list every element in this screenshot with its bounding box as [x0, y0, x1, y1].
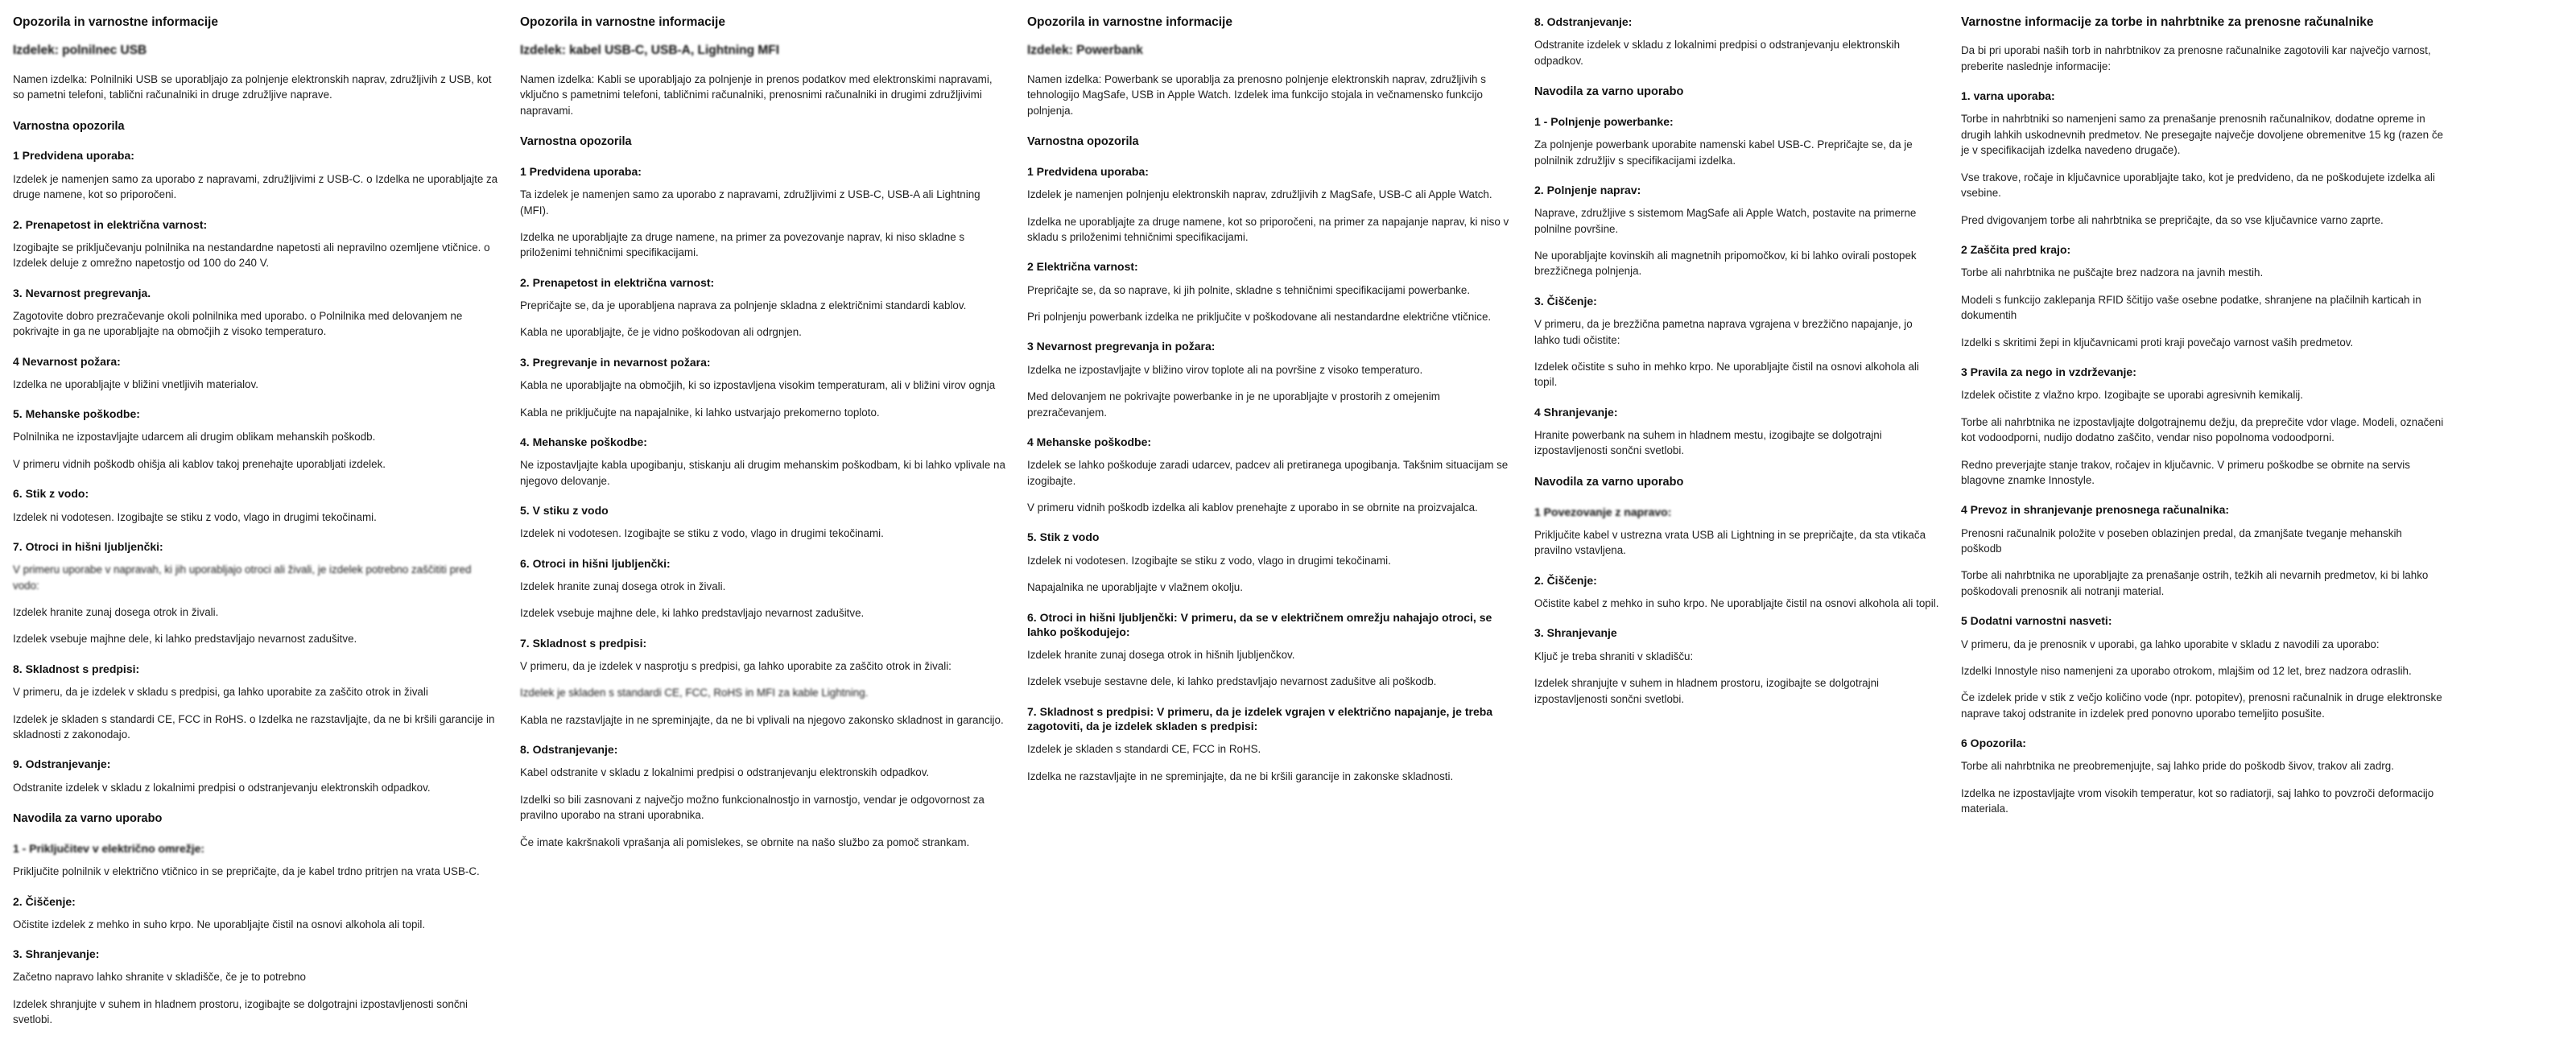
item-title-blurred: 1 - Priključitev v električno omrežje:	[13, 841, 205, 855]
paragraph: Izdelek vsebuje majhne dele, ki lahko predstavljajo nevarnost zadušitve.	[13, 633, 357, 646]
paragraph: Izdelek se lahko poškoduje zaradi udarcev, padcev ali pretiranega upogibanja. Takšnim situacijam se izogibajte.	[1027, 459, 1509, 487]
paragraph: Če imate kakršnakoli vprašanja ali pomislekes, se obrnite na našo službo za pomoč strankam.	[520, 836, 970, 848]
item-title: 8. Odstranjevanje:	[520, 743, 618, 757]
paragraph: Kabla ne priključujte na napajalnike, ki lahko ustvarjajo prekomerno toploto.	[520, 406, 880, 419]
item-title: 8. Odstranjevanje:	[1534, 15, 1633, 28]
item-title: 7. Skladnost s predpisi: V primeru, da je izdelek vgrajen v električno napajanje, je treba zagotoviti, da je izdelek skladen s predpisi:	[1027, 704, 1493, 732]
paragraph: Naprave, združljive s sistemom MagSafe ali Apple Watch, postavite na primerne polnilne površine.	[1534, 207, 1917, 235]
paragraph: Izdelek hranite zunaj dosega otrok in hišnih ljubljenčkov.	[1027, 648, 1295, 661]
paragraph: V primeru, da je prenosnik v uporabi, ga lahko uporabite v skladu z navodili za uporabo:	[1961, 638, 2380, 650]
item-title: 5. Mehanske poškodbe:	[13, 407, 140, 421]
paragraph: Kabla ne uporabljajte, če je vidno poškodovan ali odrgnjen.	[520, 326, 802, 339]
subsection-title: Varnostna opozorila	[520, 135, 632, 149]
paragraph: Izdelek hranite zunaj dosega otrok in živali.	[520, 580, 726, 592]
product-line: Izdelek: polnilnec USB	[13, 43, 147, 58]
paragraph: V primeru, da je izdelek v nasprotju s predpisi, ga lahko uporabite za zaščito otrok in živali:	[520, 659, 952, 672]
item-title: 4 Nevarnost požara:	[13, 354, 121, 368]
subsection-title: Navodila za varno uporabo	[13, 812, 163, 826]
paragraph: Pri polnjenju powerbank izdelka ne priključite v poškodovane ali nestandardne električne vtičnice.	[1027, 311, 1492, 324]
item-title: 5. V stiku z vodo	[520, 504, 609, 518]
item-title: 3. Shranjevanje:	[13, 947, 100, 961]
item-title: 4 Mehanske poškodbe:	[1027, 435, 1152, 448]
item-title: 9. Odstranjevanje:	[13, 757, 111, 771]
paragraph: Izdelek vsebuje sestavne dele, ki lahko predstavljajo nevarnost zadušitve ali poškodb.	[1027, 675, 1437, 688]
paragraph: Namen izdelka: Powerbank se uporablja za prenosno polnjenje elektronskih naprav, združljivih s tehnologijo MagSafe, USB in Apple Watch. Izdelek ima funkcijo stojala in večnamensko funkcijo polnjenja.	[1027, 72, 1486, 117]
product-line: Izdelek: kabel USB-C, USB-A, Lightning MFI	[520, 43, 780, 58]
column-powerbank-continued	[1534, 14, 1961, 707]
item-title: 6 Opozorila:	[1961, 737, 2026, 750]
paragraph: Izdelek očistite s suho in mehko krpo. Ne uporabljajte čistil na osnovi alkohola ali topil.	[1534, 360, 1919, 389]
paragraph: Redno preverjajte stanje trakov, ročajev in ključavnic. V primeru poškodbe se obrnite na servis blagovne znamke Innostyle.	[1961, 458, 2410, 486]
column-backpack	[1961, 14, 2444, 817]
paragraph: Izdelek je skladen s standardi CE, FCC in RoHS.	[1027, 743, 1261, 756]
paragraph: Polnilnika ne izpostavljajte udarcem ali drugim oblikam mehanskih poškodb.	[13, 431, 376, 444]
product-line: Izdelek: Powerbank	[1027, 43, 1143, 58]
paragraph: Če izdelek pride v stik z večjo količino vode (npr. potopitev), prenosni računalnik in druge elektronske naprave takoj odstranite in izdelek pred ponovno uporabo temeljito posušite.	[1961, 691, 2442, 720]
item-title: 5. Stik z vodo	[1027, 530, 1100, 544]
paragraph: Med delovanjem ne pokrivajte powerbanke in je ne uporabljajte v prostorih z omejenim prezračevanjem.	[1027, 390, 1440, 419]
item-title: 2 Zaščita pred krajo:	[1961, 243, 2071, 257]
paragraph: Izdelki s skritimi žepi in ključavnicami proti kraji povečajo varnost vaših predmetov.	[1961, 336, 2354, 349]
paragraph: Hranite powerbank na suhem in hladnem mestu, izogibajte se dolgotrajni izpostavljenosti sončni svetlobi.	[1534, 429, 1882, 457]
paragraph: V primeru, da je brezžična pametna naprava vgrajena v brezžično napajanje, jo lahko tudi očistite:	[1534, 318, 1913, 346]
item-title: 1 Predvidena uporaba:	[520, 164, 642, 178]
paragraph: Prepričajte se, da so naprave, ki jih polnite, skladne s tehničnimi specifikacijami powerbanke.	[1027, 283, 1471, 296]
paragraph: Torbe ali nahrbtnika ne puščajte brez nadzora na javnih mestih.	[1961, 266, 2264, 279]
paragraph: Odstranite izdelek v skladu z lokalnimi predpisi o odstranjevanju elektronskih odpadkov.	[13, 781, 431, 794]
subsection-title: Navodila za varno uporabo	[1534, 85, 1684, 99]
item-title: 1 Predvidena uporaba:	[13, 149, 134, 163]
paragraph: Napajalnika ne uporabljajte v vlažnem okolju.	[1027, 581, 1243, 594]
paragraph: Izdelka ne izpostavljajte vrom visokih temperatur, kot so radiatorji, saj lahko to povzroči deformacijo materiala.	[1961, 786, 2434, 815]
subsection-title: Navodila za varno uporabo	[1534, 475, 1684, 489]
item-title: 2. Polnjenje naprav:	[1534, 183, 1641, 196]
paragraph: Izdelki Innostyle niso namenjeni za uporabo otrokom, mlajšim od 12 let, brez nadzora odraslih.	[1961, 664, 2412, 677]
paragraph: Izdelek ni vodotesen. Izogibajte se stiku z vodo, vlago in drugimi tekočinami.	[520, 527, 884, 540]
item-title: 8. Skladnost s predpisi:	[13, 662, 140, 675]
paragraph: Ključ je treba shraniti v skladišču:	[1534, 650, 1694, 662]
paragraph: Torbe in nahrbtniki so namenjeni samo za prenašanje prenosnih računalnikov, dodatne opreme in drugih lahkih uskodnevnih predmetov. Ne presegajte največje dovoljene obremenitve 15 kg (razen če je v specifikacijah izdelka navedeno drugače).	[1961, 113, 2443, 157]
item-title: 2. Čiščenje:	[1534, 573, 1597, 587]
paragraph: Kabla ne uporabljajte na območjih, ki so izpostavljena visokim temperaturam, ali v bližini virov ognja	[520, 379, 996, 392]
paragraph: Izdelek hranite zunaj dosega otrok in živali.	[13, 606, 219, 619]
paragraph: Očistite kabel z mehko in suho krpo. Ne uporabljajte čistil na osnovi alkohola ali topil.	[1534, 597, 1939, 609]
paragraph: Izogibajte se priključevanju polnilnika na nestandardne napetosti ali nepravilno ozemljene vtičnice. o Izdelek deluje z omrežno napetostjo od 100 do 240 V.	[13, 241, 490, 270]
item-title: 7. Skladnost s predpisi:	[520, 636, 647, 650]
paragraph: Izdelka ne razstavljajte in ne spreminjajte, da ne bi kršili garancije in zakonske skladnosti.	[1027, 770, 1454, 782]
paragraph: Izdelek ni vodotesen. Izogibajte se stiku z vodo, vlago in drugimi tekočinami.	[1027, 554, 1391, 567]
subsection-title: Varnostna opozorila	[13, 119, 125, 133]
paragraph: Izdelek je namenjen samo za uporabo z napravami, združljivimi z USB-C. o Izdelka ne uporabljajte za druge namene, kot so priporočeni.	[13, 172, 498, 201]
paragraph: Pred dvigovanjem torbe ali nahrbtnika se prepričajte, da so vse ključavnice varno zaprte.	[1961, 213, 2384, 226]
item-title: 6. Stik z vodo:	[13, 487, 89, 501]
paragraph: Izdelki so bili zasnovani z največjo možno funkcionalnostjo in varnostjo, vendar je odgovornost za pravilno uporabo na strani uporabnika.	[520, 793, 985, 822]
paragraph: Izdelek shranjujte v suhem in hladnem prostoru, izogibajte se dolgotrajni izpostavljenosti sončni svetlobi.	[1534, 677, 1879, 705]
item-title: 6. Otroci in hišni ljubljenčki: V primeru, da se v električnem omrežju nahajajo otroci, se lahko poškodujejo:	[1027, 610, 1492, 638]
item-title: 1 Predvidena uporaba:	[1027, 164, 1149, 178]
paragraph: Vse trakove, ročaje in ključavnice uporabljajte tako, kot je predvideno, da ne poškodujete izdelka ali vsebine.	[1961, 171, 2435, 200]
paragraph: Torbe ali nahrbtnika ne uporabljajte za prenašanje ostrih, težkih ali nevarnih predmetov, ki bi lahko poškodovali prenosnik ali notranji material.	[1961, 569, 2429, 597]
paragraph-blurred: V primeru uporabe v napravah, ki jih uporabljajo otroci ali živali, je izdelek potrebno zaščititi pred vodo:	[13, 563, 472, 592]
paragraph: Izdelka ne uporabljajte v bližini vnetljivih materialov.	[13, 378, 258, 390]
item-title: 2. Čiščenje:	[13, 894, 76, 908]
paragraph: V primeru vidnih poškodb izdelka ali kablov prenehajte z uporabo in se obrnite na proizvajalca.	[1027, 501, 1478, 514]
item-title: 6. Otroci in hišni ljubljenčki:	[520, 556, 671, 570]
item-title: 3. Shranjevanje	[1534, 626, 1617, 640]
paragraph: Kabel odstranite v skladu z lokalnimi predpisi o odstranjevanju elektronskih odpadkov.	[520, 766, 930, 779]
paragraph: Ne izpostavljajte kabla upogibanju, stiskanju ali drugim mehanskim poškodbam, ki bi lahko vplivale na njegovo delovanje.	[520, 459, 1005, 487]
paragraph: Izdelka ne uporabljajte za druge namene, kot so priporočeni, na primer za napajanje naprav, ki niso v skladu s priloženimi tehničnimi specifikacijami.	[1027, 215, 1509, 243]
item-title: 3. Nevarnost pregrevanja.	[13, 286, 151, 299]
column-usb-charger	[13, 14, 520, 1028]
paragraph: Odstranite izdelek v skladu z lokalnimi predpisi o odstranjevanju elektronskih odpadkov.	[1534, 39, 1901, 67]
item-title: 4. Mehanske poškodbe:	[520, 435, 647, 448]
item-title: 4 Prevoz in shranjevanje prenosnega računalnika:	[1961, 503, 2230, 517]
paragraph: Torbe ali nahrbtnika ne preobremenjujte, saj lahko pride do poškodb šivov, trakov ali zadrg.	[1961, 760, 2394, 773]
item-title: 3 Nevarnost pregrevanja in požara:	[1027, 340, 1216, 353]
paragraph: Za polnjenje powerbank uporabite namenski kabel USB-C. Prepričajte se, da je polnilnik združljiv s specifikacijami izdelka.	[1534, 138, 1913, 167]
paragraph: Začetno napravo lahko shranite v skladišče, če je to potrebno	[13, 971, 306, 984]
paragraph: V primeru vidnih poškodb ohišja ali kablov takoj prenehajte uporabljati izdelek.	[13, 457, 386, 470]
item-title: 3. Čiščenje:	[1534, 294, 1597, 307]
paragraph: Izdelek je skladen s standardi CE, FCC in RoHS. o Izdelka ne razstavljajte, da ne bi kršili garancije in skladnosti z zakonodajo.	[13, 712, 495, 741]
item-title: 1 - Polnjenje powerbanke:	[1534, 114, 1674, 128]
paragraph: Izdelka ne izpostavljajte v bližino virov toplote ali na površine z visoko temperaturo.	[1027, 363, 1423, 376]
paragraph: Zagotovite dobro prezračevanje okoli polnilnika med uporabo. o Polnilnika med delovanjem ne pokrivajte in ga ne uporabljajte na območjih z visoko temperaturo.	[13, 309, 463, 338]
paragraph: Torbe ali nahrbtnika ne izpostavljajte dolgotrajnemu dežju, da preprečite vdor vlage. Modeli, označeni kot vodoodporni, nudijo dodatno zaščito, vendar niso popolnoma vodoodporni.	[1961, 415, 2444, 444]
paragraph: V primeru, da je izdelek v skladu s predpisi, ga lahko uporabite za zaščito otrok in živali	[13, 686, 428, 699]
paragraph: Kabla ne razstavljajte in ne spreminjajte, da ne bi vplivali na njegovo zakonsko skladnost in garancijo.	[520, 713, 1004, 726]
paragraph: Izdelek ni vodotesen. Izogibajte se stiku z vodo, vlago in drugimi tekočinami.	[13, 510, 377, 523]
subsection-title: Varnostna opozorila	[1027, 135, 1139, 149]
paragraph: Izdelek očistite z vlažno krpo. Izogibajte se uporabi agresivnih kemikalij.	[1961, 389, 2303, 402]
paragraph: Priključite kabel v ustrezna vrata USB ali Lightning in se prepričajte, da sta vtikača pravilno vstavljena.	[1534, 528, 1926, 557]
item-title-blurred: 1 Povezovanje z napravo:	[1534, 505, 1672, 518]
paragraph: Izdelek vsebuje majhne dele, ki lahko predstavljajo nevarnost zadušitve.	[520, 607, 865, 620]
paragraph: Priključite polnilnik v električno vtičnico in se prepričajte, da je kabel trdno pritrjen na vrata USB-C.	[13, 865, 480, 878]
item-title: 3 Pravila za nego in vzdrževanje:	[1961, 365, 2136, 378]
paragraph: Ta izdelek je namenjen samo za uporabo z napravami, združljivimi z USB-C, USB-A ali Lightning (MFI).	[520, 188, 980, 217]
section-title: Opozorila in varnostne informacije	[13, 15, 218, 29]
section-title: Varnostne informacije za torbe in nahrbtnike za prenosne računalnike	[1961, 15, 2374, 29]
item-title: 5 Dodatni varnostni nasveti:	[1961, 614, 2112, 628]
paragraph: Očistite izdelek z mehko in suho krpo. Ne uporabljajte čistil na osnovi alkohola ali topil.	[13, 918, 426, 931]
paragraph: Prepričajte se, da je uporabljena naprava za polnjenje skladna z električnimi standardi kablov.	[520, 299, 967, 312]
section-title: Opozorila in varnostne informacije	[1027, 15, 1232, 29]
column-cable	[520, 14, 1027, 850]
paragraph: Izdelka ne uporabljajte za druge namene, na primer za povezovanje naprav, ki niso skladne s priloženimi tehničnimi specifikacijami.	[520, 230, 965, 259]
item-title: 2 Električna varnost:	[1027, 260, 1138, 274]
paragraph: Prenosni računalnik položite v poseben oblazinjen predal, da zmanjšate tveganje mehanskih poškodb	[1961, 526, 2402, 555]
section-title: Opozorila in varnostne informacije	[520, 15, 725, 29]
item-title: 4 Shranjevanje:	[1534, 405, 1618, 419]
item-title: 2. Prenapetost in električna varnost:	[520, 275, 715, 289]
paragraph: Izdelek je namenjen polnjenju elektronskih naprav, združljivih z MagSafe, USB-C ali Apple Watch.	[1027, 188, 1492, 201]
item-title: 7. Otroci in hišni ljubljenčki:	[13, 539, 163, 553]
paragraph: Namen izdelka: Polnilniki USB se uporabljajo za polnjenje elektronskih naprav, združljivih z USB, kot so pametni telefoni, tablični računalniki in druge združljive naprave.	[13, 72, 492, 101]
paragraph-blurred: Izdelek je skladen s standardi CE, FCC, RoHS in MFI za kable Lightning.	[520, 687, 869, 699]
paragraph: Modeli s funkcijo zaklepanja RFID ščitijo vaše osebne podatke, shranjene na plačilnih karticah in dokumentih	[1961, 293, 2421, 322]
paragraph: Izdelek shranjujte v suhem in hladnem prostoru, izogibajte se dolgotrajni izpostavljenosti sončni svetlobi.	[13, 997, 468, 1026]
paragraph: Ne uporabljajte kovinskih ali magnetnih pripomočkov, ki bi lahko ovirali postopek brezžičnega polnjenja.	[1534, 250, 1917, 278]
item-title: 1. varna uporaba:	[1961, 89, 2055, 103]
paragraph: Da bi pri uporabi naših torb in nahrbtnikov za prenosne računalnike zagotovili kar največjo varnost, preberite naslednje informacije:	[1961, 44, 2431, 72]
item-title: 2. Prenapetost in električna varnost:	[13, 217, 208, 231]
item-title: 3. Pregrevanje in nevarnost požara:	[520, 355, 711, 369]
column-powerbank	[1027, 14, 1534, 784]
paragraph: Namen izdelka: Kabli se uporabljajo za polnjenje in prenos podatkov med elektronskimi napravami, vključno s pametnimi telefoni, tabličnimi računalniki, prenosnimi računalniki in drugimi združljivimi napravami.	[520, 72, 993, 117]
